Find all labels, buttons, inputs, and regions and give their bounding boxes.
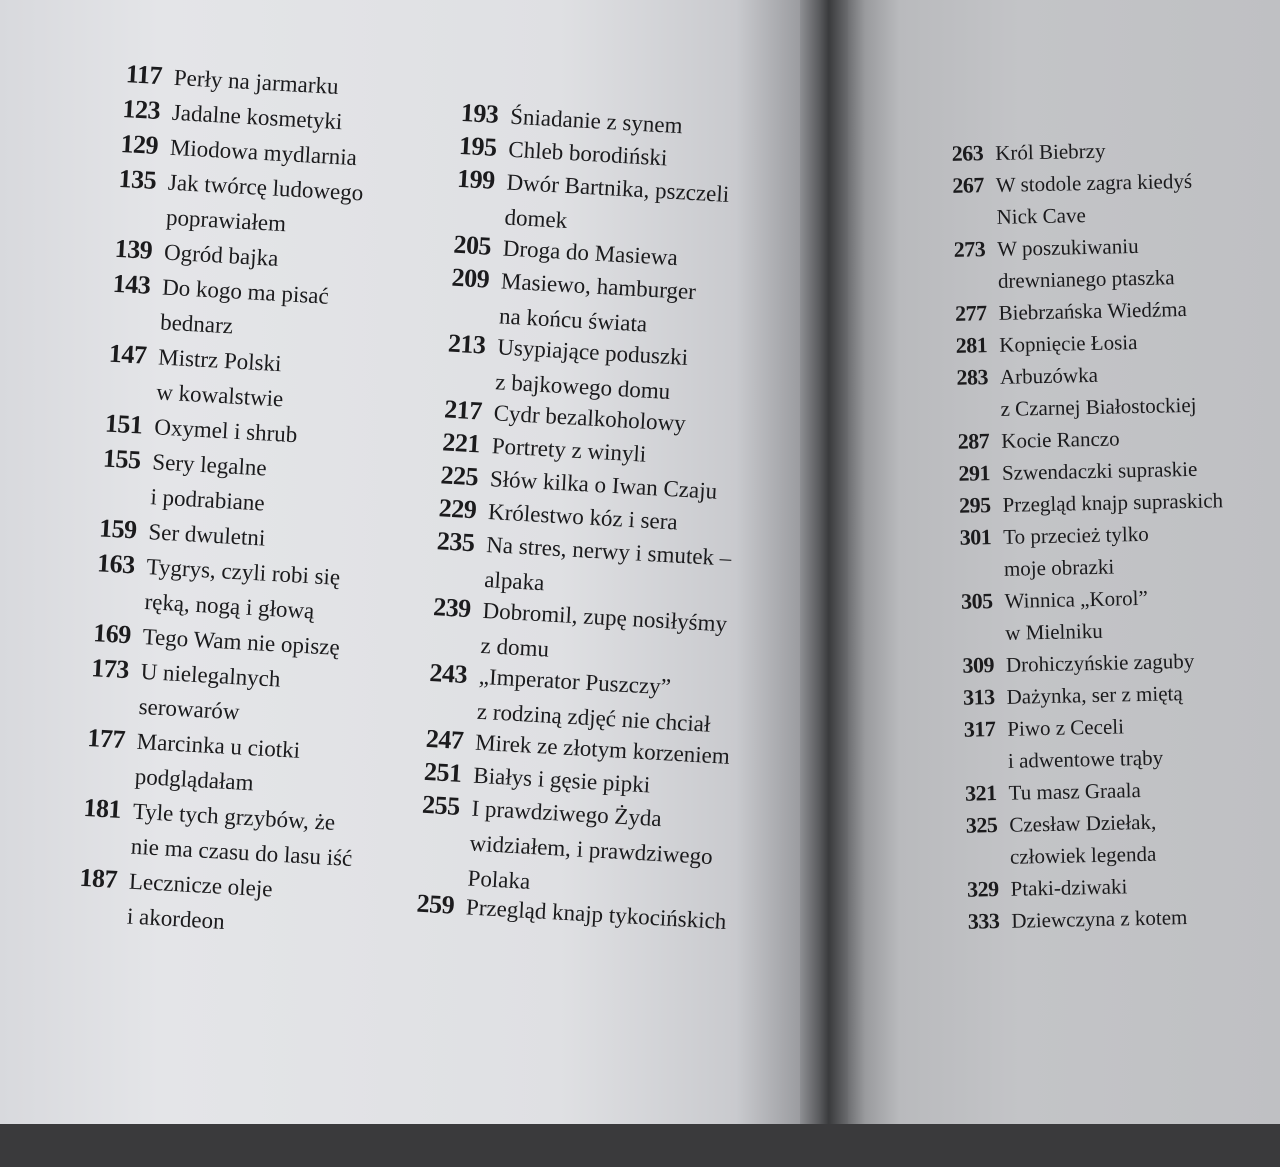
toc-title-line: Chleb borodiński [507,136,669,171]
toc-page-number: 277 [954,300,987,326]
toc-page-number: 313 [962,684,995,710]
toc-entry [949,901,1188,938]
toc-page-number: 263 [951,140,984,166]
toc-page-number: 169 [92,618,132,650]
toc-page-number: 123 [121,94,161,126]
toc-page-number: 225 [439,460,479,492]
toc-title-line: ręką, nogą i głową [143,589,315,624]
toc-title-line: W poszukiwaniu [996,233,1139,261]
toc-entry [933,135,1106,171]
toc-page-number: 235 [436,526,476,558]
toc-title-line: Miodowa mydlarnia [169,134,358,171]
toc-title-line: Nick Cave [996,203,1087,229]
toc-page-number: 135 [117,163,157,195]
toc-title-line: Drohiczyńskie zaguby [1005,648,1195,677]
toc-title-line: Mistrz Polski [157,344,283,377]
toc-page-number: 287 [957,428,990,454]
toc-page-number: 283 [956,364,989,390]
toc-page-number: 177 [86,723,126,755]
toc-entry [947,806,1157,874]
toc-page-number: 117 [125,59,163,91]
toc-title [1008,774,1141,809]
toc-entry [941,518,1150,586]
toc-page-number: 251 [423,756,463,788]
toc-page-number: 173 [90,653,130,685]
toc-page-number: 325 [965,812,998,838]
toc-title-line: Masiewo, hamburger [500,268,697,305]
toc-title-line: bednarz [159,309,234,339]
toc-page-number: 129 [119,128,159,161]
toc-title-line: Dwór Bartnika, pszczeli [505,169,730,207]
toc-page-number: 301 [959,524,992,550]
toc-title-line: Arbuzówka [999,362,1099,389]
toc-entry [938,357,1197,426]
toc-title-line: W stodole zagra kiedyś [995,168,1193,197]
toc-title-line: Dażynka, ser z miętą [1006,681,1183,709]
toc-title-line: Na stres, nerwy i smutek – [485,532,732,571]
toc-title-line: Tego Wam nie opiszę [141,623,341,660]
toc-title-line: Tyle tych grzybów, że [132,798,336,835]
toc-entry [939,422,1120,458]
toc-page-number: 309 [962,652,995,678]
toc-title-line: Tu masz Graala [1008,778,1142,805]
toc-title-line: Do kogo ma pisać [161,274,330,309]
toc-title [1002,484,1223,521]
toc-page-number: 147 [108,338,148,370]
toc-entry [944,677,1183,714]
toc-entry [940,453,1198,490]
toc-title-line: Usypiające poduszki [496,334,689,370]
toc-entry [937,326,1138,362]
toc-page-number: 205 [452,229,492,261]
toc-column-3 [848,0,1280,1124]
toc-title-line: Śniadanie z synem [509,103,684,139]
toc-page-number: 255 [421,789,461,821]
toc-title-line: i adwentowe trąby [1007,745,1164,773]
toc-page-number: 209 [450,262,490,294]
toc-title [999,326,1138,361]
toc-page-number: 139 [114,233,154,265]
toc-title-line: Królestwo kóz i sera [487,499,679,535]
toc-title [995,135,1106,169]
toc-title [997,229,1175,297]
toc-page-number: 217 [443,394,483,426]
toc-entry [945,710,1163,779]
toc-title-line: Cydr bezalkoholowy [493,400,687,436]
toc-title-line: Winnica „Korol” [1004,585,1149,613]
toc-page-number: 291 [958,460,991,486]
toc-title-line: Dziewczyna z kotem [1011,905,1188,933]
toc-title-line: z domu [480,632,550,662]
toc-title [1001,422,1120,456]
toc-entry [940,484,1223,522]
toc-entry [934,165,1193,234]
toc-page-number: 259 [415,888,455,920]
toc-title [996,165,1193,233]
toc-title-line: I prawdziwego Żyda [470,795,663,832]
toc-title [1011,901,1188,937]
toc-page-number: 273 [953,236,986,262]
toc-title-line: alpaka [483,566,546,596]
toc-title-line: Szwendaczki supraskie [1001,456,1198,485]
toc-title-line: Ptaki-dziwaki [1010,874,1128,901]
right-page [848,0,1280,1124]
toc-title-line: Marcinka u ciotki [136,728,301,763]
toc-title-line: Lecznicze oleje [128,868,274,902]
toc-title-line: domek [503,204,568,233]
toc-title-line: podglądałam [134,763,255,796]
toc-title-line: Dobromil, zupę nosiłyśmy [481,597,728,637]
toc-page-number: 329 [966,876,999,902]
toc-title-line: Oxymel i shrub [153,414,299,448]
toc-title-line: Tygrys, czyli robi się [145,554,341,590]
toc-page-number: 187 [78,862,118,894]
toc-title-line: Kopnięcie Łosia [999,330,1138,357]
toc-title-line: Polaka [467,865,531,894]
toc-title-line: Sery legalne [151,449,268,481]
toc-page-number: 267 [952,172,985,198]
toc-title-line: w kowalstwie [155,379,284,412]
toc-page-number: 159 [98,513,138,545]
toc-title-line: z rodziną zdjęć nie chciał [476,698,712,737]
book-gutter [800,0,848,1124]
toc-page-number: 199 [456,163,496,195]
toc-title-line: Droga do Masiewa [502,235,679,271]
toc-page-number: 181 [82,792,122,824]
toc-page-number: 305 [960,588,993,614]
toc-title-line: Jadalne kosmetyki [171,99,343,135]
toc-page-number: 193 [460,97,500,129]
toc-title-line: serowarów [138,693,241,725]
toc-title [998,293,1187,329]
toc-title-line: Mirek ze złotym korzeniem [474,729,731,769]
toc-page-number: 163 [96,548,136,580]
toc-title [1009,806,1157,873]
toc-title [1007,710,1163,777]
toc-title-line: w Mielniku [1005,618,1103,645]
toc-page-number: 151 [104,408,144,440]
toc-title-line: nie ma czasu do lasu iść [130,833,353,871]
toc-title-line: człowiek legenda [1009,841,1157,869]
toc-page-number: 247 [425,723,465,755]
toc-title-line: z Czarnej Białostockiej [1000,392,1197,421]
toc-title-line: Portrety z winyli [491,433,647,467]
toc-title-line: Kocie Ranczo [1001,426,1120,453]
toc-page-number: 195 [458,130,498,162]
toc-title-line: U nielegalnych [140,658,282,692]
toc-page-number: 333 [967,908,1000,934]
toc-title-line: Piwo z Ceceli [1007,714,1125,741]
toc-title-line: widziałem, i prawdziwego [468,830,714,870]
toc-page-number: 317 [963,716,996,742]
toc-title-line: Przegląd knajp supraskich [1002,488,1224,517]
toc-entry [944,645,1195,682]
toc-title-line: Jak twórcę ludowego [167,169,364,206]
toc-entry [942,582,1148,650]
toc-title [1006,677,1183,713]
toc-page-number: 321 [964,780,997,806]
toc-title-line: „Imperator Puszczy” [478,663,672,700]
toc-title-line: na końcu świata [498,303,648,337]
toc-title [1006,645,1195,681]
toc-page-number: 281 [955,332,988,358]
toc-page-number: 229 [438,493,478,525]
toc-page-number: 243 [428,658,468,690]
toc-title [1002,453,1198,489]
toc-title-line: Biebrzańska Wiedźma [998,296,1188,325]
toc-title-line: Czesław Dziełak, [1009,809,1157,837]
toc-title-line: To przecież tylko [1003,521,1149,549]
toc-page-number: 221 [441,427,481,459]
toc-title-line: i akordeon [126,903,226,934]
toc-title [1010,870,1127,904]
toc-title-line: Ser dwuletni [147,519,266,551]
toc-entry [946,774,1141,810]
toc-page-number: 213 [447,328,487,360]
toc-title-line: Ogród bajka [163,239,280,271]
toc-title-line: Król Biebrzy [994,138,1106,165]
toc-title-line: Słów kilka o Iwan Czaju [489,466,718,504]
toc-page-number: 239 [432,592,472,624]
toc-title-line: Perły na jarmarku [173,64,340,100]
toc-title-line: poprawiałem [165,204,287,237]
toc-title [1003,518,1150,585]
toc-title-line: moje obrazki [1003,554,1115,581]
toc-entry [948,870,1127,906]
toc-page-number: 295 [958,492,991,518]
toc-title-line: drewnianego ptaszka [997,265,1175,293]
toc-page-number: 143 [112,268,152,300]
toc-title-line: Białys i gęsie pipki [472,762,651,798]
toc-title [1004,582,1148,649]
toc-entry [936,293,1187,330]
toc-entry [935,229,1175,298]
toc-title [1000,357,1197,425]
toc-title-line: i podrabiane [149,484,266,516]
toc-title-line: Przegląd knajp tykocińskich [465,894,728,934]
toc-page-number: 155 [102,443,142,475]
toc-title-line: z bajkowego domu [494,369,671,405]
